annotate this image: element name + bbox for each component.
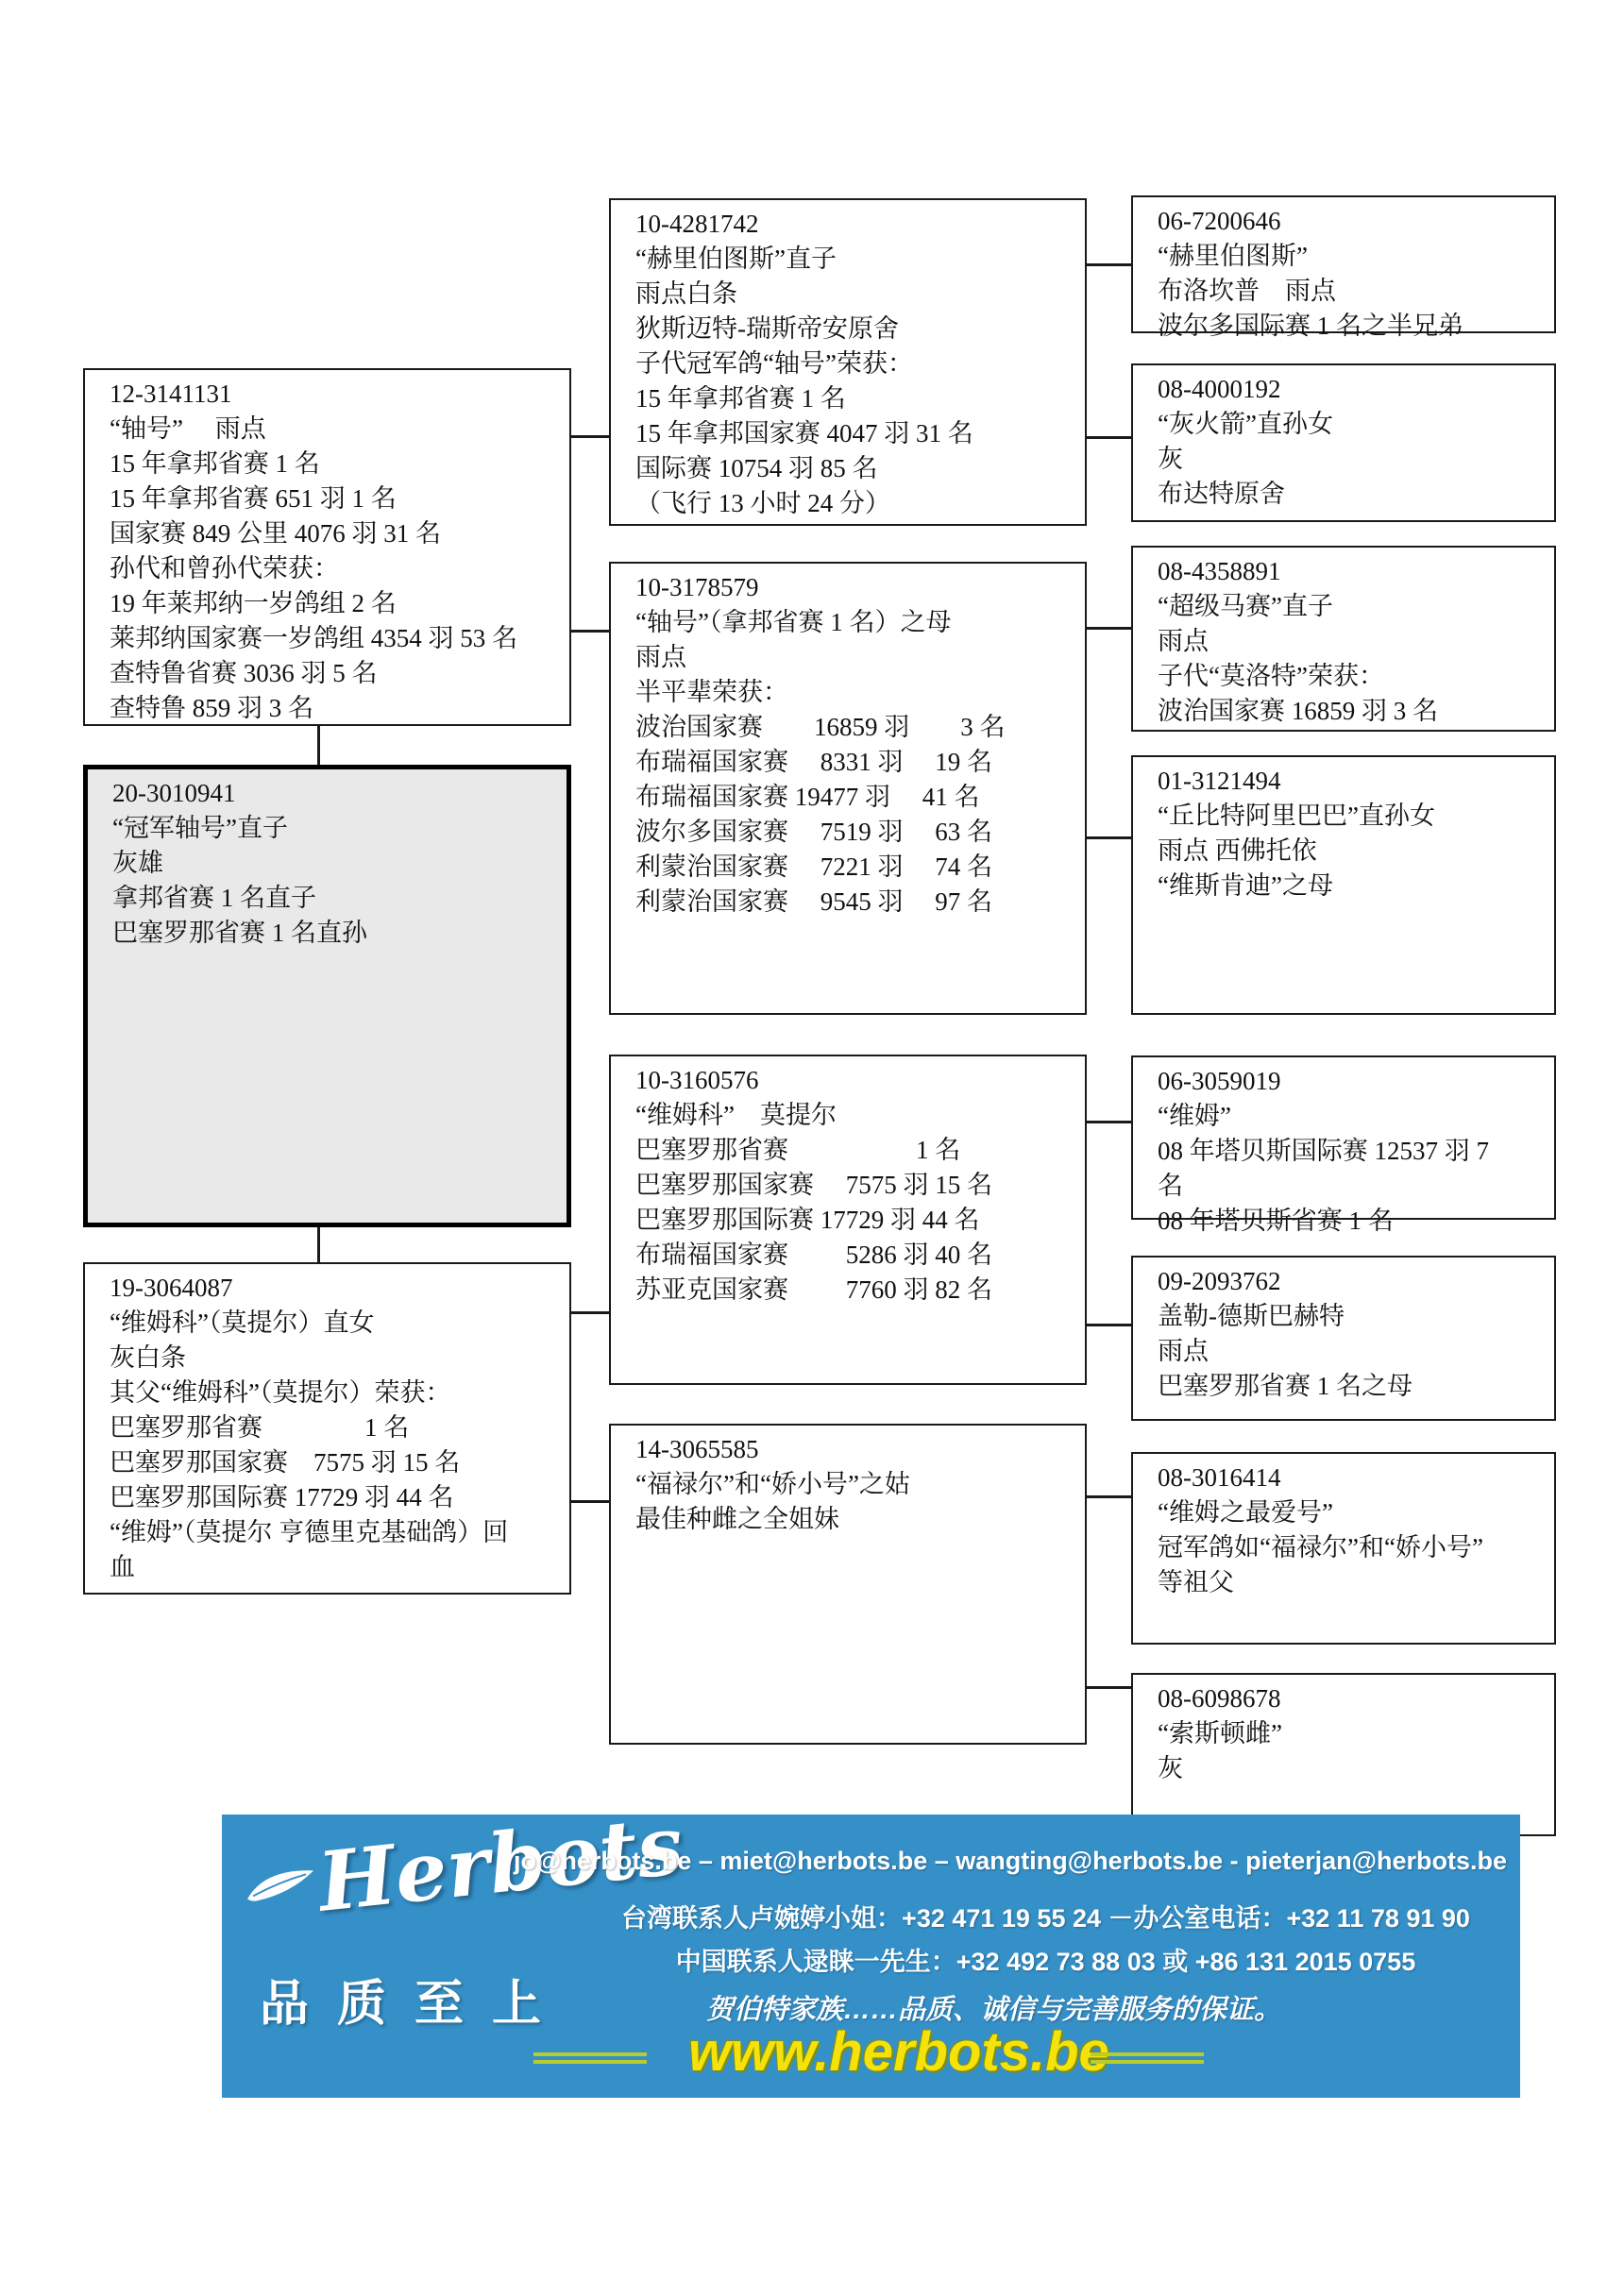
box-line: 狄斯迈特-瑞斯帝安原舍 <box>635 314 899 343</box>
connector-line <box>1087 1686 1131 1689</box>
box-line: 布瑞福国家赛 8331 羽 19 名 <box>635 748 992 776</box>
box-line: 15 年拿邦省赛 651 羽 1 名 <box>110 484 397 513</box>
box-line: 雨点 <box>1158 1337 1209 1365</box>
box-line: 巴塞罗那省赛 1 名直孙 <box>112 919 367 947</box>
pedigree-box-ggf3 <box>1131 1055 1556 1235</box>
box-line: 09-2093762 <box>1158 1267 1281 1295</box>
box-line: 查特鲁 859 羽 3 名 <box>110 694 313 722</box>
box-line: 莱邦纳国家赛一岁鸽组 4354 羽 53 名 <box>110 624 517 652</box>
box-line: 10-3160576 <box>635 1066 759 1094</box>
logo-tagline: 品质至上 <box>260 1977 570 2032</box>
box-line: 06-3059019 <box>1158 1067 1281 1095</box>
box-line: 雨点 <box>635 643 686 671</box>
box-line: 10-4281742 <box>635 210 759 238</box>
box-line: 利蒙治国家赛 7221 羽 74 名 <box>635 853 992 881</box>
box-line: 12-3141131 <box>110 380 232 408</box>
connector-line <box>571 1500 609 1503</box>
box-line: 波尔多国家赛 7519 羽 63 名 <box>635 818 992 846</box>
box-line: 布瑞福国家赛 19477 羽 41 名 <box>635 783 980 811</box>
box-line: 查特鲁省赛 3036 羽 5 名 <box>110 659 378 687</box>
banner-slogan: 贺伯特家族……品质、诚信与完善服务的保证。 <box>705 1995 1281 2025</box>
box-line: 01-3121494 <box>1158 767 1281 795</box>
pedigree-box-main-bird <box>83 765 571 1227</box>
box-line: 半平辈荣获： <box>635 678 788 706</box>
box-line: 子代冠军鸽“轴号”荣获： <box>635 349 913 378</box>
connector-line <box>571 1311 609 1314</box>
pedigree-box-ggm2 <box>1131 755 1556 1015</box>
box-line: 等祖父 <box>1158 1568 1234 1596</box>
box-line: 拿邦省赛 1 名直子 <box>112 884 316 912</box>
box-line: “赫里伯图斯”直子 <box>635 245 837 273</box>
box-line: 最佳种雌之全姐妹 <box>635 1505 839 1533</box>
pedigree-box-ggf2 <box>1131 546 1556 732</box>
website-underline-left <box>533 2052 647 2064</box>
banner-emails: jo@herbots.be – miet@herbots.be – wangting@herbots.be - pieterjan@herbots.be <box>514 1847 1507 1875</box>
box-line: 波治国家赛 16859 羽 3 名 <box>1158 697 1438 725</box>
box-line: “赫里伯图斯” <box>1158 242 1308 270</box>
website-underline-right <box>1091 2052 1204 2064</box>
box-line: “索斯顿雌” <box>1158 1719 1282 1747</box>
box-line: “维姆” <box>1158 1102 1231 1130</box>
box-line: 其父“维姆科”（莫提尔）荣获： <box>110 1378 451 1407</box>
box-line: 冠军鸽如“福禄尔”和“娇小号” <box>1158 1533 1483 1562</box>
box-line: 名 <box>1158 1172 1183 1200</box>
box-line: “维姆科” 莫提尔 <box>635 1101 837 1129</box>
box-line: 灰 <box>1158 445 1183 473</box>
box-line: 08-4358891 <box>1158 557 1281 585</box>
pedigree-box-mgf <box>609 1055 1087 1385</box>
box-line: “冠军轴号”直子 <box>112 814 288 842</box>
connector-line <box>1087 1495 1131 1498</box>
box-line: 08-4000192 <box>1158 375 1281 403</box>
box-line: “维姆之最爱号” <box>1158 1498 1333 1527</box>
box-line: 布达特原舍 <box>1158 480 1285 508</box>
box-line: 14-3065585 <box>635 1435 759 1463</box>
connector-line <box>571 435 609 438</box>
box-line: 08 年塔贝斯国际赛 12537 羽 7 <box>1158 1137 1489 1165</box>
pedigree-box-ggm3 <box>1131 1256 1556 1421</box>
box-line: 巴塞罗那省赛 1 名之母 <box>1158 1372 1413 1400</box>
connector-line <box>1087 627 1131 630</box>
box-line: “维姆”（莫提尔 亨德里克基础鸽）回 <box>110 1518 509 1546</box>
box-line: 子代“莫洛特”荣获： <box>1158 662 1384 690</box>
box-line: 雨点白条 <box>635 279 737 308</box>
pedigree-box-father <box>83 368 571 726</box>
connector-line <box>1087 1324 1131 1326</box>
pedigree-box-ggf1 <box>1131 195 1556 340</box>
box-line: 19-3064087 <box>110 1274 233 1302</box>
box-line: “福禄尔”和“娇小号”之姑 <box>635 1470 910 1498</box>
banner-contact-china: 中国联系人逯睐一先生：+32 492 73 88 03 或 +86 131 2015 0755 <box>675 1948 1416 1976</box>
box-line: 巴塞罗那国际赛 17729 羽 44 名 <box>635 1206 980 1234</box>
pedigree-box-ggm4 <box>1131 1673 1556 1836</box>
box-line: 06-7200646 <box>1158 207 1281 235</box>
pedigree-box-mgm <box>609 1424 1087 1745</box>
box-line: 雨点 西佛托依 <box>1158 836 1317 865</box>
pedigree-box-pgf <box>609 198 1087 526</box>
pedigree-box-ggf4 <box>1131 1452 1556 1645</box>
box-line: 孙代和曾孙代荣获： <box>110 554 339 582</box>
box-line: 布洛坎普 雨点 <box>1158 277 1336 305</box>
box-line: 波尔多国际赛 1 名之半兄弟 <box>1158 312 1463 340</box>
herbots-banner <box>222 1797 1520 2098</box>
box-line: “维姆科”（莫提尔）直女 <box>110 1308 375 1337</box>
box-line: 10-3178579 <box>635 573 759 601</box>
box-line: 08 年塔贝斯省赛 1 名 <box>1158 1207 1394 1235</box>
box-line: 国际赛 10754 羽 85 名 <box>635 454 878 482</box>
box-line: 巴塞罗那国家赛 7575 羽 15 名 <box>110 1448 461 1477</box>
banner-website: www.herbots.be <box>688 2021 1109 2083</box>
box-line: “轴号”（拿邦省赛 1 名）之母 <box>635 608 952 636</box>
pedigree-box-ggm1 <box>1131 363 1556 522</box>
box-line: “维斯肯迪”之母 <box>1158 871 1333 900</box>
box-line: 15 年拿邦省赛 1 名 <box>635 384 846 413</box>
box-line: 巴塞罗那省赛 1 名 <box>110 1413 410 1442</box>
box-line: 雨点 <box>1158 627 1209 655</box>
feather-icon <box>244 1865 317 1910</box>
box-line: “灰火箭”直孙女 <box>1158 410 1333 438</box>
connector-line <box>571 630 609 633</box>
connector-line <box>1087 1121 1131 1123</box>
box-line: “轴号” 雨点 <box>110 414 266 443</box>
box-line: 08-6098678 <box>1158 1684 1281 1713</box>
box-line: 血 <box>110 1553 135 1581</box>
box-line: 巴塞罗那国际赛 17729 羽 44 名 <box>110 1483 454 1511</box>
box-line: （飞行 13 小时 24 分） <box>635 489 890 517</box>
box-line: 巴塞罗那省赛 1 名 <box>635 1136 961 1164</box>
herbots-logo-text: Herbots <box>313 1797 687 1931</box>
connector-line <box>1087 436 1131 439</box>
box-line: 20-3010941 <box>112 779 236 807</box>
connector-line <box>317 1227 320 1262</box>
box-line: 盖勒-德斯巴赫特 <box>1158 1302 1345 1330</box>
box-line: 15 年拿邦省赛 1 名 <box>110 449 320 478</box>
box-line: “超级马赛”直子 <box>1158 592 1333 620</box>
box-line: 利蒙治国家赛 9545 羽 97 名 <box>635 887 992 916</box>
box-line: 15 年拿邦国家赛 4047 羽 31 名 <box>635 419 973 447</box>
box-line: 灰 <box>1158 1754 1183 1782</box>
connector-line <box>317 726 320 765</box>
box-line: “丘比特阿里巴巴”直孙女 <box>1158 802 1435 830</box>
box-line: 波治国家赛 16859 羽 3 名 <box>635 713 1006 741</box>
box-line: 巴塞罗那国家赛 7575 羽 15 名 <box>635 1171 992 1199</box>
box-line: 布瑞福国家赛 5286 羽 40 名 <box>635 1241 992 1269</box>
pedigree-box-pgm <box>609 562 1087 1015</box>
box-line: 灰雄 <box>112 849 163 877</box>
banner-contact-taiwan: 台湾联系人卢婉婷小姐：+32 471 19 55 24 －办公室电话：+32 11 78 91 90 <box>621 1904 1470 1933</box>
box-line: 国家赛 849 公里 4076 羽 31 名 <box>110 519 441 548</box>
box-line: 19 年莱邦纳一岁鸽组 2 名 <box>110 589 397 617</box>
connector-line <box>1087 836 1131 839</box>
box-line: 08-3016414 <box>1158 1463 1281 1492</box>
box-line: 苏亚克国家赛 7760 羽 82 名 <box>635 1275 992 1304</box>
connector-line <box>1087 263 1131 266</box>
box-line: 灰白条 <box>110 1343 186 1372</box>
pedigree-box-mother <box>83 1262 571 1595</box>
